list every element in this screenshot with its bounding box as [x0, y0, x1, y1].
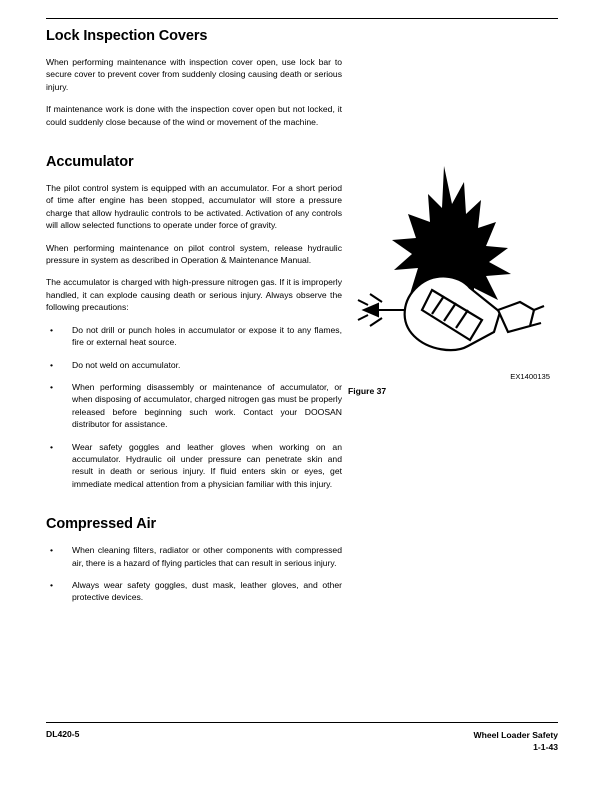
footer-rule — [46, 722, 558, 723]
figure-column — [348, 160, 558, 396]
bullet-list-accumulator — [46, 324, 342, 490]
section-heading-compressed-air: Compressed Air — [46, 516, 157, 533]
bullet-glyph: • — [50, 441, 54, 452]
figure-code: EX1400135 — [510, 372, 550, 381]
bullet-glyph: • — [50, 324, 54, 335]
bullet-glyph: • — [50, 359, 54, 370]
footer-model-number: DL420-5 — [46, 729, 80, 739]
list-item-text: When cleaning filters, radiator or other components with compressed air, there is a hazard of flying particles that can result in serious injury. — [72, 545, 342, 568]
section-heading-accumulator: Accumulator — [46, 154, 134, 171]
bullet-glyph: • — [50, 545, 54, 556]
list-item-text: Do not drill or punch holes in accumulator or expose it to any flames, fire or external heat source. — [72, 324, 342, 348]
footer-section-info — [473, 729, 558, 753]
bullet-glyph: • — [50, 381, 54, 392]
list-item — [46, 441, 342, 491]
paragraph: The accumulator is charged with high-pressure nitrogen gas. If it is improperly handled, it can explode causing death or serious injury. Always observe the following precautions: — [46, 277, 342, 313]
list-item — [46, 381, 342, 431]
pressure-release-arrow — [358, 294, 404, 326]
list-item — [46, 324, 342, 349]
main-text-column — [46, 28, 342, 614]
footer-section-title: Wheel Loader Safety — [473, 730, 558, 740]
list-item — [46, 579, 342, 604]
header-rule — [46, 18, 558, 19]
paragraph: The pilot control system is equipped with an accumulator. For a short period of time after engine has been stopped, accumulator will store a pressure charge that allow hydraulic controls to be activated. Activation of any controls will allow selected functions to operate under force of gravity. — [46, 183, 342, 231]
bullet-list-compressed-air — [46, 544, 342, 604]
list-item-text: Wear safety goggles and leather gloves when working on an accumulator. Hydraulic oil under pressure can penetrate skin and result in death or serious injury. If fluid enters skin or eyes, get immediate medical attention from a physician familiar with this injury. — [72, 441, 342, 489]
accumulator-explosion-illustration — [348, 160, 558, 370]
paragraph: When performing maintenance with inspection cover open, use lock bar to secure cover to prevent cover from suddenly closing causing death or serious injury. — [46, 57, 342, 92]
footer-page-number: 1-1-43 — [533, 742, 558, 752]
figure-label: Figure 37 — [348, 386, 387, 396]
paragraph: When performing maintenance on pilot control system, release hydraulic pressure in system as described in Operation & Maintenance Manual. — [46, 242, 342, 266]
list-item — [46, 359, 342, 371]
bullet-glyph: • — [50, 579, 54, 590]
list-item-text: Always wear safety goggles, dust mask, leather gloves, and other protective devices. — [72, 579, 342, 603]
paragraph: If maintenance work is done with the inspection cover open but not locked, it could suddenly close because of the wind or movement of the machine. — [46, 104, 342, 127]
list-item-text: When performing disassembly or maintenance of accumulator, or when disposing of accumulator, charged nitrogen gas must be properly released before beginning such work. Contact your DOOSAN distributor for assistance. — [72, 381, 342, 430]
list-item-text: Do not weld on accumulator. — [72, 359, 181, 370]
list-item — [46, 544, 342, 569]
section-heading-lock-inspection-covers: Lock Inspection Covers — [46, 28, 208, 44]
